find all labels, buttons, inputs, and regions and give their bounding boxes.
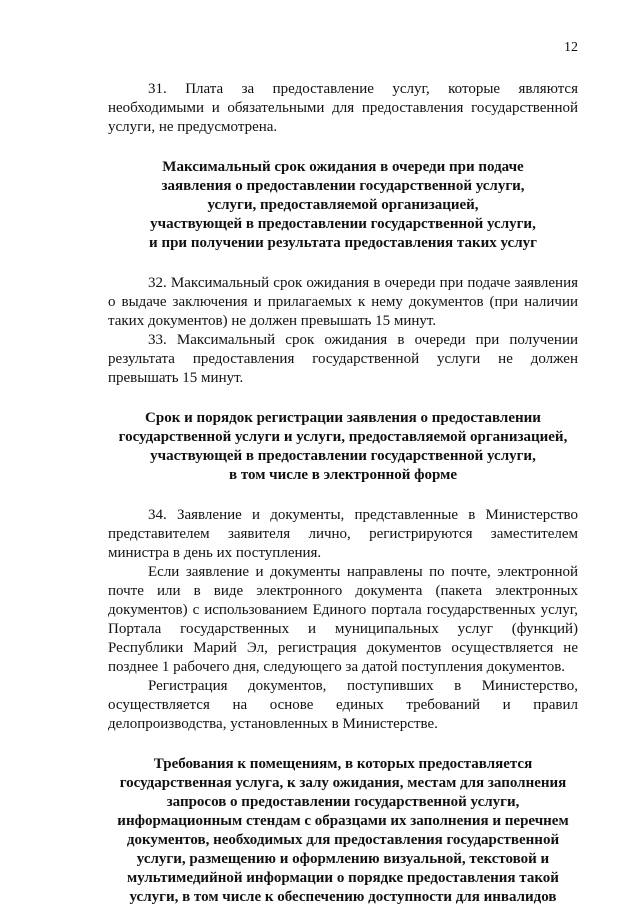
paragraph-34-postal: Если заявление и документы направлены по почте, электронной почте или в виде электронного документа (пакета электронных документов) с использованием Единого портала государственных услуг, Портала государственных и муниципальных услуг (функций) Республики Марий Эл, регистрация документов осуществляется не позднее 1 рабочего дня, следующего за датой поступления документов. — [108, 564, 578, 675]
heading-line: Максимальный срок ожидания в очереди при подаче — [162, 159, 524, 175]
heading-line: запросов о предоставлении государственной услуги, — [166, 794, 520, 810]
heading-line: участвующей в предоставлении государственной услуги, — [150, 448, 536, 464]
heading-line: Требования к помещениям, в которых предоставляется — [153, 756, 533, 772]
heading-line: государственная услуга, к залу ожидания, местам для заполнения — [119, 775, 567, 791]
section-heading-queue-time — [108, 158, 578, 253]
heading-line: документов, необходимых для предоставления государственной — [126, 832, 560, 848]
section-heading-premises — [108, 755, 578, 907]
page-content — [108, 80, 578, 907]
heading-line: услуги, в том числе к обеспечению доступности для инвалидов — [129, 889, 557, 905]
heading-line: мультимедийной информации о порядке предоставления такой — [127, 870, 559, 886]
heading-line: государственной услуги и услуги, предоставляемой организацией, — [118, 429, 568, 445]
paragraph-32: 32. Максимальный срок ожидания в очереди при подаче заявления о выдаче заключения и прилагаемых к нему документов (при наличии таких документов) не должен превышать 15 минут. — [108, 275, 578, 329]
heading-line: услуги, предоставляемой организацией, — [207, 197, 479, 213]
paragraph-34: 34. Заявление и документы, представленные в Министерство представителем заявителя лично, регистрируются заместителем министра в день их поступления. — [108, 507, 578, 561]
heading-line: информационным стендам с образцами их заполнения и перечнем — [117, 813, 569, 829]
section-heading-registration — [108, 409, 578, 485]
heading-line: и при получении результата предоставления таких услуг — [149, 235, 537, 251]
paragraph-34-rules: Регистрация документов, поступивших в Министерство, осуществляется на основе единых требований и правил делопроизводства, установленных в Министерстве. — [108, 678, 578, 732]
page-number: 12 — [564, 40, 578, 55]
heading-line: участвующей в предоставлении государственной услуги, — [150, 216, 536, 232]
heading-line: заявления о предоставлении государственной услуги, — [161, 178, 525, 194]
paragraph-33: 33. Максимальный срок ожидания в очереди при получении результата предоставления государственной услуги не должен превышать 15 минут. — [108, 332, 578, 386]
heading-line: Срок и порядок регистрации заявления о предоставлении — [145, 410, 541, 426]
paragraph-31: 31. Плата за предоставление услуг, которые являются необходимыми и обязательными для предоставления государственной услуги, не предусмотрена. — [108, 81, 578, 135]
heading-line: услуги, размещению и оформлению визуальной, текстовой и — [136, 851, 550, 867]
heading-line: в том числе в электронной форме — [228, 467, 457, 483]
